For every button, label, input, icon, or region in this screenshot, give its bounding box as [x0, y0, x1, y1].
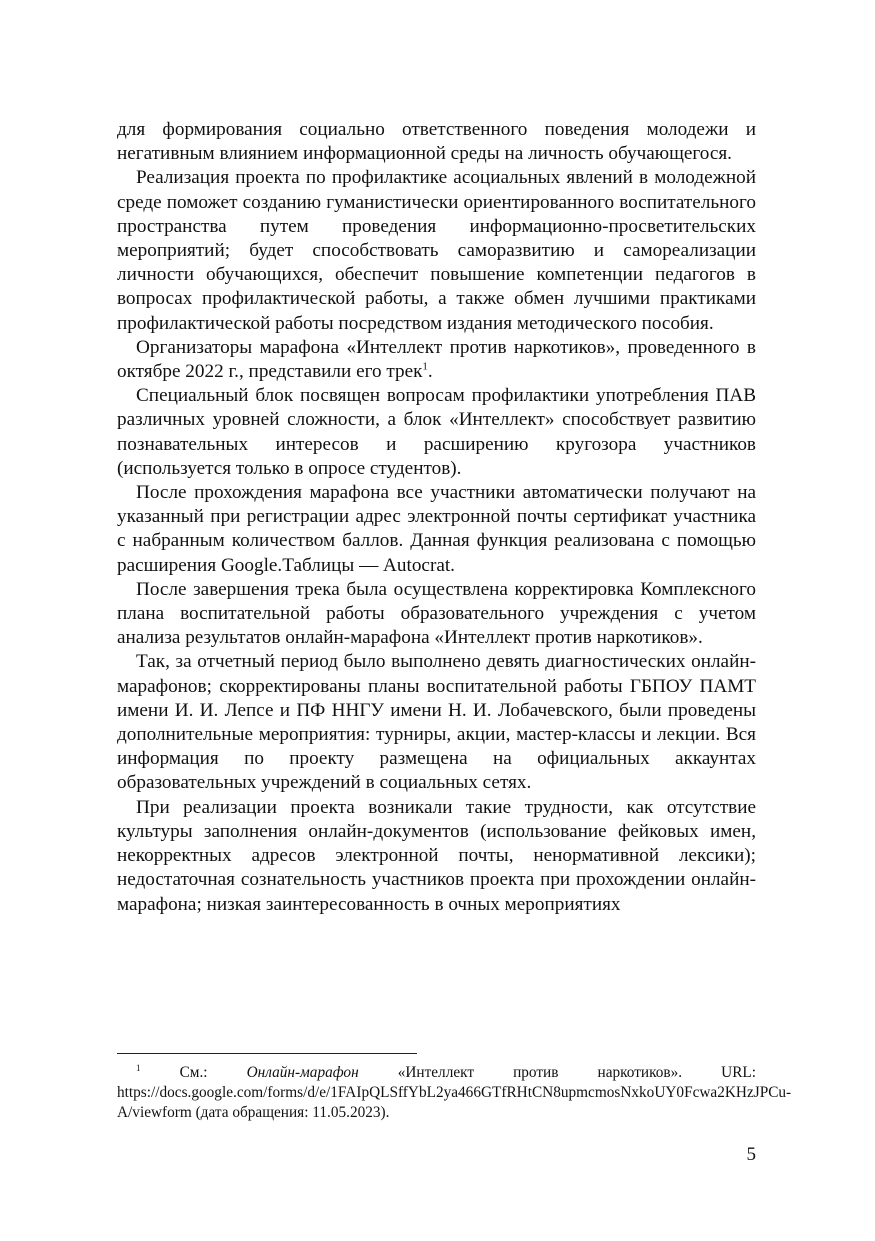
- footnote-reference[interactable]: 1: [422, 360, 428, 373]
- paragraph-3: [117, 336, 756, 384]
- page-number: 5: [746, 1144, 756, 1165]
- paragraph-7: Так, за отчетный период было выполнено девять диагностических онлайн-марафонов; скорректированы планы воспитательной работы ГБПОУ ПАМТ имени И. И. Лепсе и ПФ ННГУ имени Н. И. Лобачевского, были проведены дополнительные мероприятия: турниры, акции, мастер-классы и лекции. Вся информация по проекту размещена на официальных аккаунтах образовательных учреждений в социальных сетях.: [117, 651, 756, 794]
- footnote-text[interactable]: «Интеллект против наркотиков». URL: https://docs.google.com/forms/d/e/1FAIpQLSffYbL2ya466GTfRHtCN8upmcmosNxkoUY0Fcwa2KHzJPCu-A/viewform (дата обращения: 11.05.2023).: [117, 1064, 792, 1121]
- paragraph-4: Специальный блок посвящен вопросам профилактики употребления ПАВ различных уровней сложности, а блок «Интеллект» способствует развитию познавательных интересов и расширению кругозора участников (используется только в опросе студентов).: [117, 385, 756, 479]
- footnote-mark: 1: [136, 1062, 141, 1073]
- footnote-prefix: См.:: [179, 1064, 247, 1081]
- footnote-title: Онлайн-марафон: [246, 1064, 359, 1081]
- paragraph-3-end: .: [427, 361, 433, 383]
- paragraph-2: Реализация проекта по профилактике асоциальных явлений в молодежной среде поможет созданию гуманистически ориентированного воспитательного пространства путем проведения информационно-просветительских мероприятий; будет способствовать саморазвитию и самореализации личности обучающихся, обеспечит повышение компетенции педагогов в вопросах профилактической работы, а также обмен лучшими практиками профилактической работы посредством издания методического пособия.: [117, 167, 756, 334]
- footnote: [117, 1062, 792, 1123]
- footnote-divider: [117, 1053, 417, 1054]
- page-body: [117, 118, 756, 917]
- paragraph-8: При реализации проекта возникали такие трудности, как отсутствие культуры заполнения онлайн-документов (использование фейковых имен, некорректных адресов электронной почты, ненормативной лексики); недостаточная сознательность участников проекта при прохождении онлайн-марафона; низкая заинтересованность в очных мероприятиях: [117, 796, 756, 915]
- paragraph-3-text: Организаторы марафона «Интеллект против наркотиков», проведенного в октябре 2022 г., представили его трек: [117, 336, 756, 383]
- paragraph-1: для формирования социально ответственного поведения молодежи и негативным влиянием информационной среды на личность обучающегося.: [117, 119, 756, 165]
- paragraph-5: После прохождения марафона все участники автоматически получают на указанный при регистрации адрес электронной почты сертификат участника с набранным количеством баллов. Данная функция реализована с помощью расширения Google.Таблицы — Autocrat.: [117, 482, 756, 576]
- paragraph-6: После завершения трека была осуществлена корректировка Комплексного плана воспитательной работы образовательного учреждения с учетом анализа результатов онлайн-марафона «Интеллект против наркотиков».: [117, 578, 756, 649]
